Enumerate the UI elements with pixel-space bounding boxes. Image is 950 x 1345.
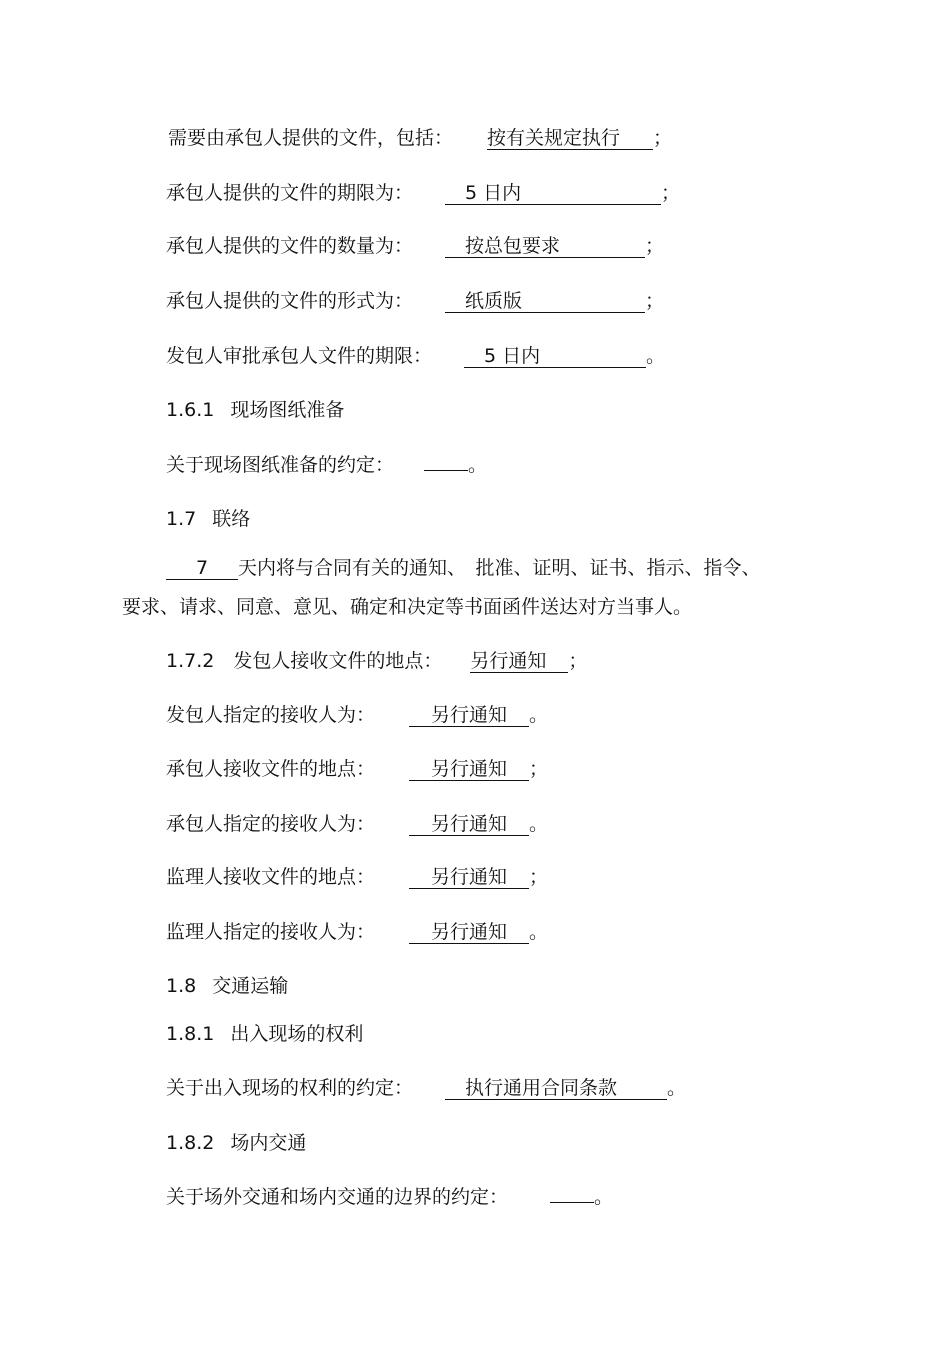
field-label: 承包人指定的接收人为： — [166, 813, 376, 835]
field-end-punct: 。 — [646, 345, 666, 367]
field-label: 1.7.2 发包人接收文件的地点： — [166, 650, 443, 672]
section-title: 联络 — [212, 508, 251, 530]
field-value: 执行通用合同条款 — [465, 1077, 618, 1099]
field-traffic-boundary-agreement — [166, 1184, 613, 1210]
field-document-deadline — [166, 180, 680, 206]
field-label: 发包人审批承包人文件的期限： — [166, 345, 433, 367]
field-employer-receipt-location — [166, 648, 587, 674]
field-value: 另行通知 — [431, 704, 508, 726]
field-value: 另行通知 — [431, 866, 508, 888]
field-label: 监理人接收文件的地点： — [166, 866, 376, 888]
field-label: 需要由承包人提供的文件，包括： — [168, 127, 454, 149]
field-label: 发包人指定的接收人为： — [166, 704, 376, 726]
field-document-quantity — [166, 233, 664, 259]
field-employer-recipient — [166, 702, 548, 728]
field-end-punct: ； — [645, 290, 665, 312]
field-contractor-recipient — [166, 811, 548, 837]
section-number: 1.7 — [166, 508, 197, 530]
section-number: 1.8.2 — [166, 1132, 215, 1154]
field-supervisor-receipt-location — [166, 864, 548, 890]
section-title: 场内交通 — [230, 1132, 307, 1154]
field-label: 承包人提供的文件的形式为： — [166, 290, 414, 312]
field-end-punct: 。 — [594, 1186, 614, 1208]
paragraph-communication-line1 — [166, 555, 761, 581]
paragraph-communication-line2 — [122, 594, 692, 620]
section-title: 现场图纸准备 — [230, 399, 345, 421]
field-end-punct: 。 — [529, 704, 549, 726]
field-site-access-agreement — [166, 1075, 686, 1101]
field-value: 另行通知 — [470, 650, 547, 672]
field-end-punct: ； — [529, 758, 549, 780]
field-value: 5 日内 — [465, 182, 522, 204]
field-document-format — [166, 288, 664, 314]
field-required-documents — [168, 125, 672, 151]
field-value: 7 — [195, 557, 209, 579]
field-value: 5 日内 — [484, 345, 541, 367]
field-label: 承包人接收文件的地点： — [166, 758, 376, 780]
section-heading-1-8-2 — [166, 1130, 306, 1156]
field-label: 关于场外交通和场内交通的边界的约定： — [166, 1186, 509, 1208]
section-heading-1-8-1 — [166, 1021, 363, 1047]
field-label: 监理人指定的接收人为： — [166, 921, 376, 943]
field-end-punct: 。 — [529, 813, 549, 835]
field-end-punct: 。 — [468, 454, 488, 476]
section-heading-1-6-1 — [166, 397, 344, 423]
section-heading-1-7 — [166, 506, 250, 532]
section-number: 1.8 — [166, 975, 197, 997]
section-number: 1.6.1 — [166, 399, 215, 421]
field-value: 另行通知 — [431, 813, 508, 835]
field-value: 另行通知 — [431, 921, 508, 943]
section-heading-1-8 — [166, 973, 288, 999]
field-value: 按总包要求 — [465, 235, 561, 257]
field-value: 纸质版 — [465, 290, 523, 312]
field-value: 另行通知 — [431, 758, 508, 780]
section-title: 交通运输 — [212, 975, 289, 997]
field-end-punct: ； — [653, 127, 673, 149]
field-end-punct: ； — [529, 866, 549, 888]
section-number: 1.8.1 — [166, 1023, 215, 1045]
field-end-punct: 。 — [667, 1077, 687, 1099]
field-end-punct: ； — [568, 650, 588, 672]
field-label: 关于出入现场的权利的约定： — [166, 1077, 414, 1099]
field-end-punct: ； — [645, 235, 665, 257]
field-value: 按有关规定执行 — [487, 127, 621, 149]
field-label: 承包人提供的文件的期限为： — [166, 182, 414, 204]
field-label: 承包人提供的文件的数量为： — [166, 235, 414, 257]
field-contractor-receipt-location — [166, 756, 548, 782]
field-end-punct: 。 — [529, 921, 549, 943]
field-site-drawing-agreement — [166, 452, 487, 478]
field-supervisor-recipient — [166, 919, 548, 945]
field-label: 关于现场图纸准备的约定： — [166, 454, 395, 476]
field-approval-deadline — [166, 343, 665, 369]
field-end-punct: ； — [661, 182, 681, 204]
paragraph-text: 要求、请求、同意、意见、确定和决定等书面函件送达对方当事人。 — [122, 596, 693, 618]
section-title: 出入现场的权利 — [230, 1023, 364, 1045]
paragraph-text: 天内将与合同有关的通知、 批准、证明、证书、指示、指令、 — [238, 557, 761, 579]
